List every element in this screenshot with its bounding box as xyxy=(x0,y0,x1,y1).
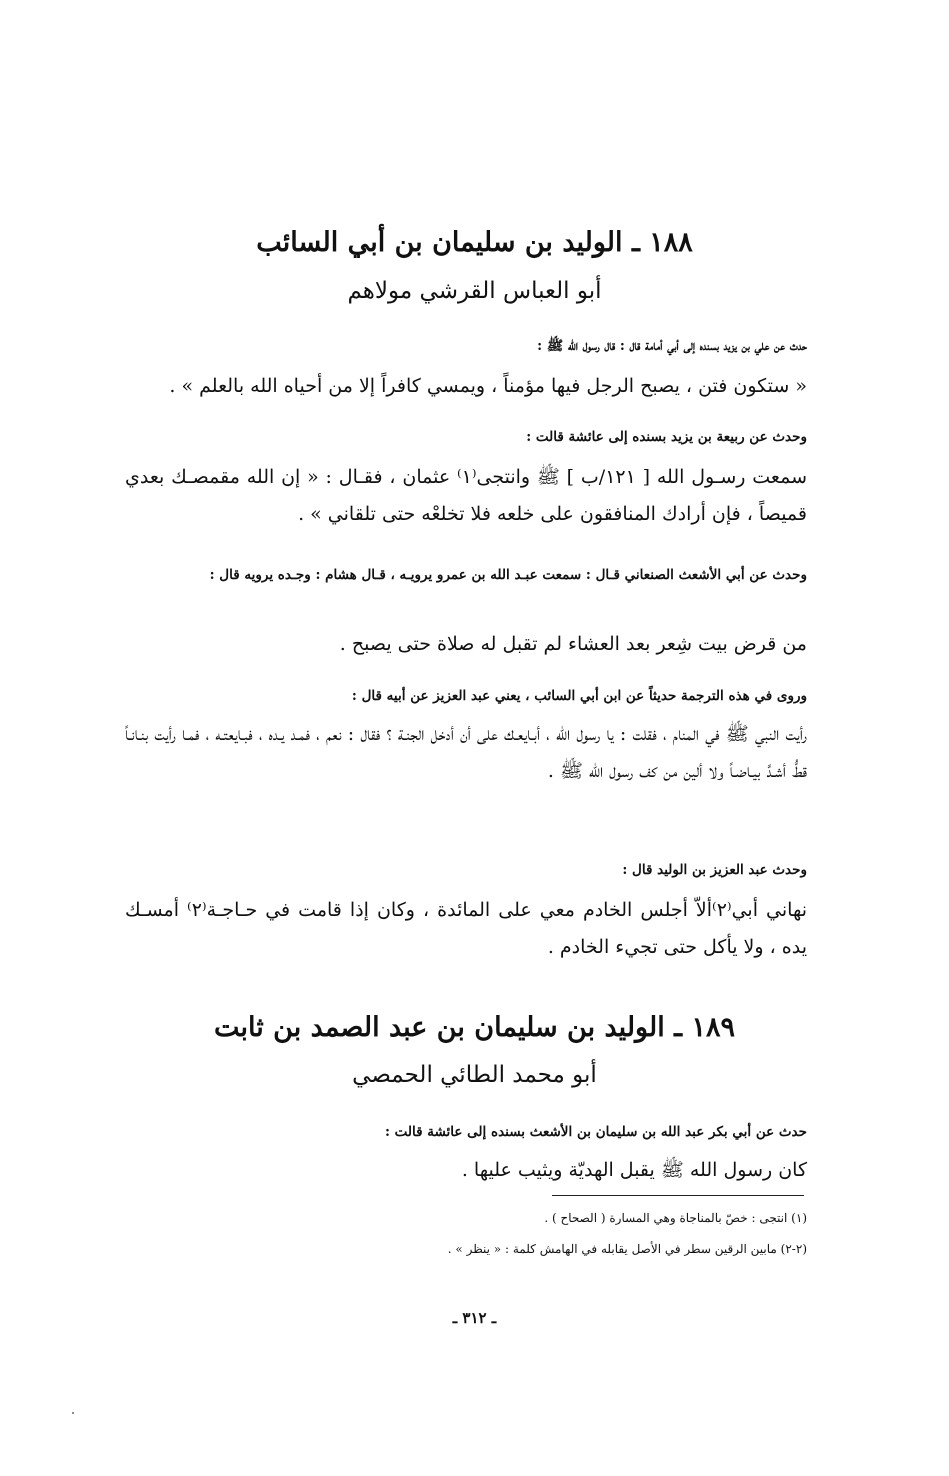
hadith-text: نهاني أبي⁽٢⁾ألاّ أجلس الخادم معي على المائدة ، وكان إذا قامت في حـاجـة⁽٢⁾ أمسـك يده ، ولا يأكل حتى تجيء الخادم . xyxy=(125,899,807,958)
entry-subtitle: أبو محمد الطائي الحمصي xyxy=(352,1062,597,1088)
entry-title: ١٨٨ ـ الوليد بن سليمان بن أبي السائب xyxy=(256,227,693,258)
hadith-text: « ستكون فتن ، يصبح الرجل فيها مؤمناً ، ويمسي كافراً إلا من أحياه الله بالعلم » . xyxy=(169,375,807,397)
hadith-intro: وحدث عبد العزيز بن الوليد قال : xyxy=(622,862,807,878)
footnote-separator xyxy=(552,1195,804,1196)
hadith-intro: وحدث عن أبي الأشعث الصنعاني قـال : سمعت عبـد الله بن عمرو يرويـه ، قـال هشام : وجـده يرويه قال : xyxy=(209,567,807,583)
hadith-intro: حدث عن علي بن يزيد بسنده إلى أبي أمامة قال : قال رسول الله ﷺ : xyxy=(537,338,807,354)
hadith-intro: حدث عن أبي بكر عبد الله بن سليمان بن الأشعث بسنده إلى عائشة قالت : xyxy=(384,1124,807,1140)
page-number: ـ ٣١٢ ـ xyxy=(452,1309,497,1327)
hadith-text: كان رسول الله ﷺ يقبل الهديّة ويثيب عليها . xyxy=(461,1159,807,1181)
hadith-text: رأيت النبي ﷺ في المنام ، فقلت : يا رسول الله ، أبـايعـك على أن أدخل الجنـة ؟ فقال : نعم ، فمـد يـده ، فبـايعتـه ، فمـا رأيت بنـانـاً قطُّ أشـدَّ بيـاضـاً ولا ألين من كف رسول الله ﷺ . xyxy=(125,723,807,782)
hadith-text: من قرض بيت شِعر بعد العشاء لم تقبل له صلاة حتى يصبح . xyxy=(339,633,807,655)
hadith-intro: وروى في هذه الترجمة حديثاً عن ابن أبي السائب ، يعني عبد العزيز عن أبيه قال : xyxy=(351,688,807,704)
entry-subtitle: أبو العباس القرشي مولاهم xyxy=(347,278,602,304)
hadith-text: سمعت رسـول الله [ ١٢١/ب ] ﷺ وانتجى⁽١⁾ عثمان ، فقـال : « إن الله مقمصـك بعدي قميصاً ، فإن أرادك المنافقون على خلعه فلا تخلعْه حتى تلقاني » . xyxy=(125,466,808,525)
hadith-intro: وحدث عن ربيعة بن يزيد بسنده إلى عائشة قالت : xyxy=(526,429,807,445)
footnote: (١) انتجى : خصّ بالمناجاة وهي المسارة ( الصحاح ) . xyxy=(544,1211,807,1225)
footnote: (٢-٢) مابين الرقين سطر في الأصل يقابله في الهامش كلمة : « ينظر » . xyxy=(447,1242,807,1256)
entry-title: ١٨٩ ـ الوليد بن سليمان بن عبد الصمد بن ثابت xyxy=(214,1012,735,1043)
scan-speck xyxy=(72,1412,74,1414)
